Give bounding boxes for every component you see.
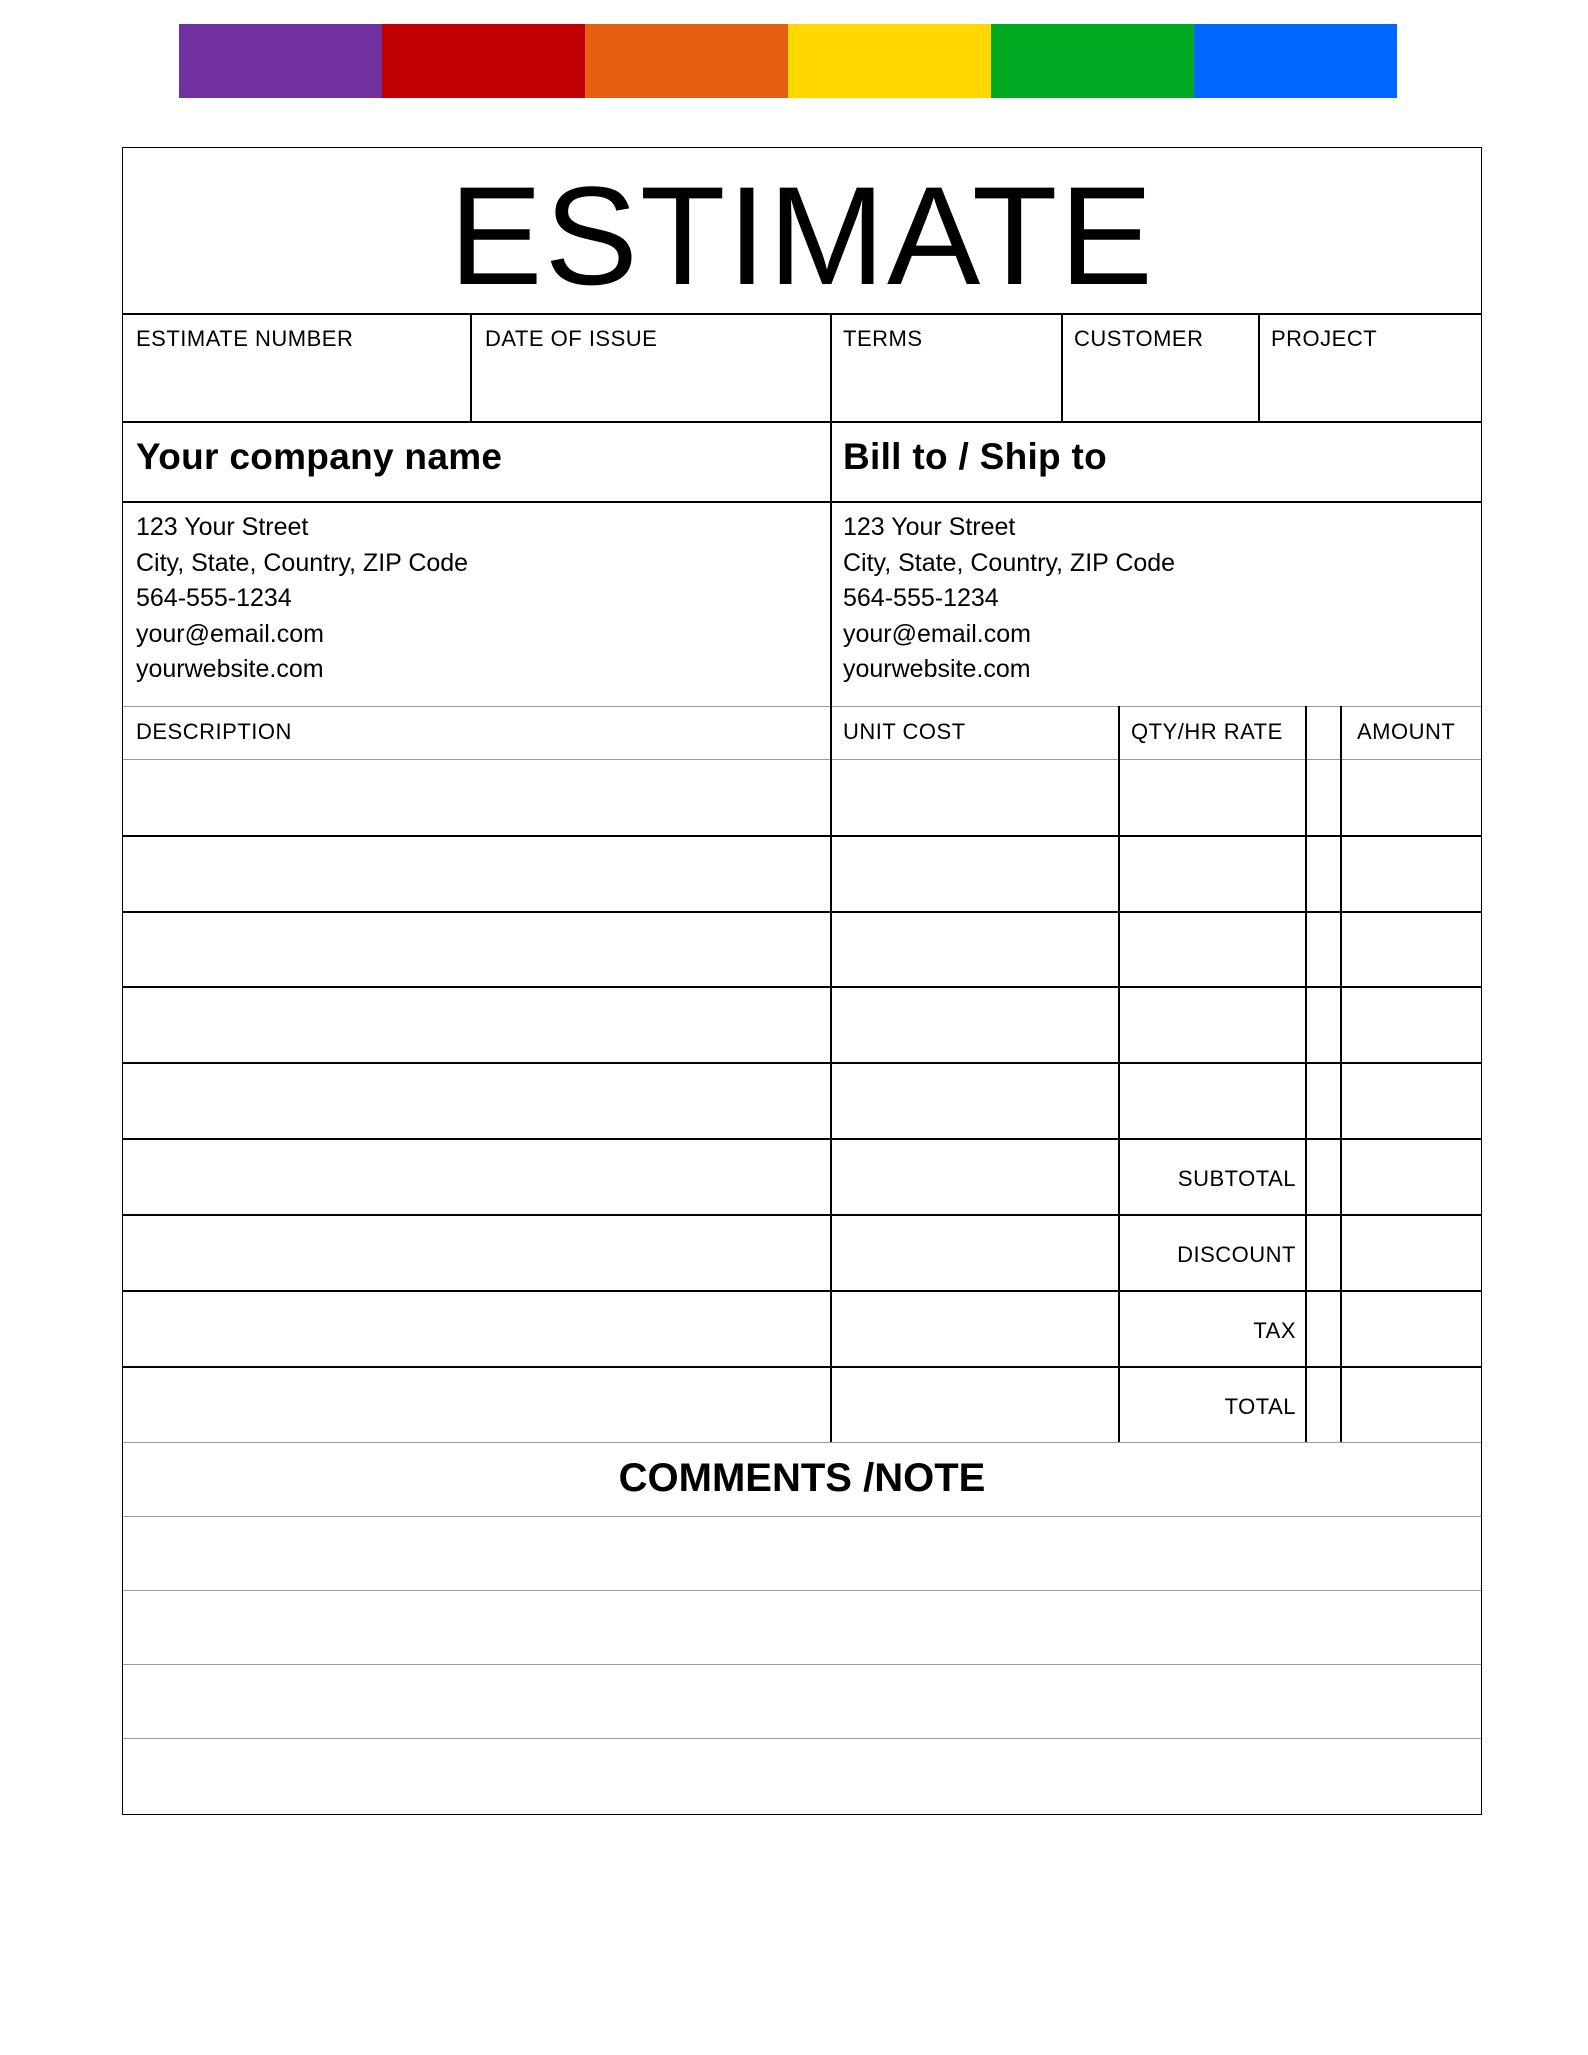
subtotal-label: SUBTOTAL [1177, 1166, 1296, 1191]
date-of-issue-label: DATE OF ISSUE [485, 326, 658, 351]
bill-to-website: yourwebsite.com [843, 655, 1031, 683]
company-email: your@email.com [136, 619, 324, 648]
color-swatch-red [382, 24, 585, 98]
estimate-form [122, 147, 1482, 1815]
unit-cost-column-header: UNIT COST [843, 719, 966, 744]
divider [123, 986, 1481, 988]
divider [123, 313, 1481, 315]
color-swatch-purple [179, 24, 382, 98]
amount-column-header: AMOUNT [1357, 719, 1456, 744]
divider [1258, 313, 1260, 421]
color-swatch-blue [1194, 24, 1397, 98]
divider [123, 501, 1481, 503]
bill-to-address [843, 510, 1175, 688]
bill-to-email: your@email.com [843, 619, 1031, 648]
bill-to-phone: 564-555-1234 [843, 584, 999, 612]
total-label: TOTAL [1224, 1394, 1296, 1419]
tax-label: TAX [1253, 1318, 1296, 1343]
divider [1118, 706, 1120, 1442]
divider [123, 1138, 1481, 1140]
divider [123, 1442, 1481, 1443]
divider [123, 1738, 1481, 1739]
discount-label: DISCOUNT [1177, 1242, 1296, 1267]
divider [123, 1590, 1481, 1591]
page-title: ESTIMATE [449, 156, 1155, 314]
company-street: 123 Your Street [136, 513, 309, 541]
divider [123, 1516, 1481, 1517]
company-address [136, 510, 468, 688]
divider [123, 835, 1481, 837]
company-phone: 564-555-1234 [136, 584, 292, 612]
bill-to-city: City, State, Country, ZIP Code [843, 548, 1176, 577]
divider [470, 313, 472, 421]
color-swatch-yellow [788, 24, 991, 98]
terms-label: TERMS [843, 326, 923, 351]
divider [1305, 706, 1307, 1442]
company-website: yourwebsite.com [136, 655, 324, 683]
divider [123, 1366, 1481, 1368]
divider [830, 313, 832, 1442]
divider [123, 1214, 1481, 1216]
color-swatch-orange [585, 24, 788, 98]
divider [123, 706, 1481, 707]
color-bar [179, 24, 1397, 98]
company-name-heading: Your company name [136, 436, 503, 477]
comments-heading: COMMENTS /NOTE [618, 1456, 986, 1500]
divider [123, 1664, 1481, 1665]
qty-hr-rate-column-header: QTY/HR RATE [1131, 719, 1283, 744]
divider [123, 421, 1481, 423]
color-swatch-green [991, 24, 1194, 98]
company-city: City, State, Country, ZIP Code [136, 548, 469, 577]
estimate-number-label: ESTIMATE NUMBER [136, 326, 354, 351]
description-column-header: DESCRIPTION [136, 719, 292, 744]
divider [1061, 313, 1063, 421]
divider [123, 911, 1481, 913]
divider [123, 1290, 1481, 1292]
bill-to-heading: Bill to / Ship to [843, 436, 1108, 477]
project-label: PROJECT [1271, 326, 1378, 351]
divider [123, 1062, 1481, 1064]
divider [1340, 706, 1342, 1442]
customer-label: CUSTOMER [1074, 326, 1204, 351]
divider [123, 759, 1481, 760]
bill-to-street: 123 Your Street [843, 513, 1016, 541]
